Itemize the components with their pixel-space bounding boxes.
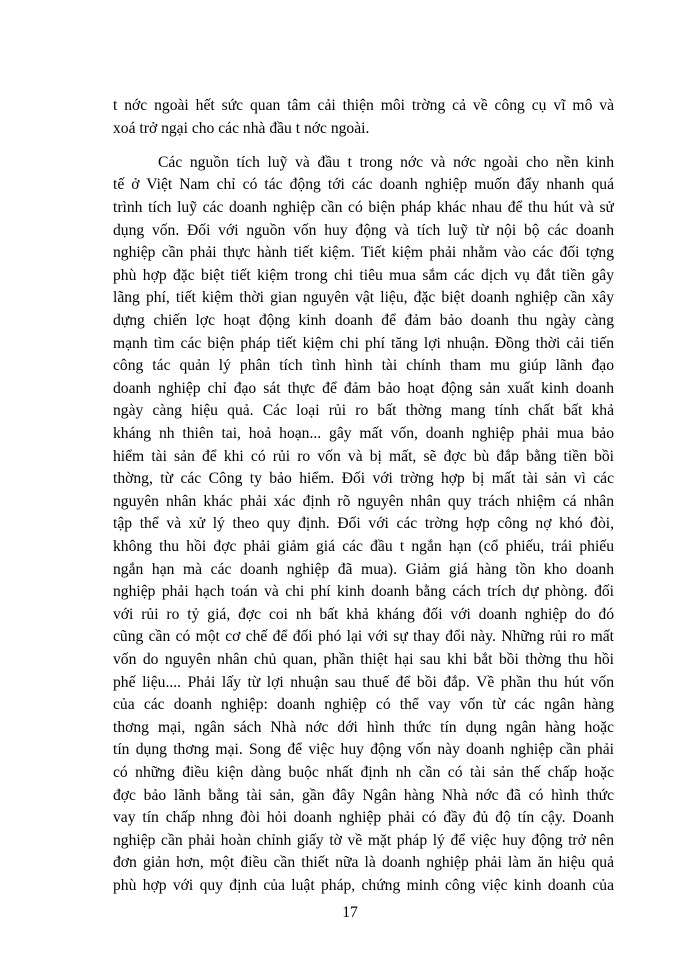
text-line: nghiệp cần phải thực hành tiết kiệm. Tiết kiệm phải nhằm vào các đối tợng [113, 244, 614, 261]
text-line: t nớc ngoài hết sức quan tâm cải thiện môi trờng cả về công cụ vĩ mô và [113, 97, 614, 114]
text-line: trình tích luỹ các doanh nghiệp cần có biện pháp khác nhau để thu hút và sử [113, 199, 614, 216]
text-line: doanh nghiệp chỉ đạo sát thực để đảm bảo hoạt động sản xuất kinh doanh [113, 380, 614, 397]
text-line: không thu hồi đợc phải giảm giá các đầu t ngắn hạn (cổ phiếu, trái phiếu [113, 538, 614, 555]
text-line: Các nguồn tích luỹ và đầu t trong nớc và nớc ngoài cho nền kinh [158, 154, 614, 171]
text-line: phù hợp đặc biệt tiết kiệm trong chi tiêu mua sắm các dịch vụ đắt tiền gây [113, 267, 614, 284]
text-line: tập thể và xử lý theo quy định. Đối với các trờng hợp công nợ khó đòi, [113, 515, 614, 532]
text-line: công tác quản lý phân tích tình hình tài chính tham mu giúp lãnh đạo [113, 357, 614, 374]
text-line: nghiệp phải hạch toán và chi phí kinh doanh bằng cách trích dự phòng. đối [113, 583, 614, 600]
text-line: dựng chiến lợc hoạt động kinh doanh để đảm bảo doanh thu ngày càng [113, 312, 614, 329]
text-line: tín dụng thơng mại. Song để việc huy động vốn này doanh nghiệp cần phải [113, 741, 614, 758]
text-line: đơn giản hơn, một điều cần thiết nữa là doanh nghiệp phải làm ăn hiệu quả [113, 854, 614, 871]
text-line: phù hợp với quy định của luật pháp, chứng minh công việc kinh doanh của [113, 877, 614, 894]
text-line: dụng vốn. Đối với nguồn vốn huy động và tích luỹ từ nội bộ các doanh [113, 222, 614, 239]
text-line: vay tín chấp nhng đòi hỏi doanh nghiệp phải có đầy đủ độ tín cậy. Doanh [113, 809, 614, 826]
text-line: ngắn hạn mà các doanh nghiệp đã mua). Giảm giá hàng tồn kho doanh [113, 561, 614, 578]
text-line: lãng phí, tiết kiệm thời gian nguyên vật liệu, đặc biệt doanh nghiệp cần xây [113, 289, 614, 306]
text-line: phế liệu.... Phải lấy từ lợi nhuận sau thuế để bồi đắp. Về phần thu hút vốn [113, 674, 614, 691]
text-line: ngày càng hiệu quả. Các loại rủi ro bất thờng mang tính chất bất khả [113, 402, 614, 419]
text-line: nguyên nhân khác phải xác định rõ nguyên nhân quy trách nhiệm cá nhân [113, 493, 614, 510]
page-number: 17 [342, 904, 358, 921]
text-line: xoá trở ngại cho các nhà đầu t nớc ngoài. [113, 120, 370, 137]
text-line: hiểm tài sản để khi có rủi ro vốn và bị mất, sẽ đợc bù đắp bằng tiền bồi [113, 448, 614, 465]
text-line: có những điều kiện dàng buộc nhất định nh cần có tài sản thế chấp hoặc [113, 764, 614, 781]
text-line: của các doanh nghiệp: doanh nghiệp có thể vay vốn từ các ngân hàng [113, 696, 614, 713]
text-line: với rủi ro tỷ giá, đợc coi nh bất khả kháng đối với doanh nghiệp do đó [113, 606, 614, 623]
text-line: cũng cần có một cơ chế để đối phó lại với sự thay đổi này. Những rủi ro mất [113, 628, 614, 645]
text-line: thờng, từ các Công ty bảo hiểm. Đối với trờng hợp bị mất tài sản vì các [113, 470, 614, 487]
text-line: tế ở Việt Nam chỉ có tác động tới các doanh nghiệp muốn đẩy nhanh quá [113, 176, 614, 193]
text-line: nghiệp cần phải hoàn chỉnh giấy tờ về mặt pháp lý để việc huy động trở nên [113, 832, 614, 849]
text-line: thơng mại, ngân sách Nhà nớc dới hình thức tín dụng ngân hàng hoặc [113, 719, 614, 736]
text-line: mạnh tìm các biện pháp tiết kiệm chi phí tăng lợi nhuận. Đồng thời cải tiến [113, 335, 614, 352]
text-line: đợc bảo lãnh bằng tài sản, gần đây Ngân hàng Nhà nớc đã có hình thức [113, 787, 614, 804]
text-line: vốn do nguyên nhân chủ quan, phần thiệt hại sau khi bắt bồi thờng thu hồi [113, 651, 614, 668]
text-line: kháng nh thiên tai, hoả hoạn... gây mất vốn, doanh nghiệp phải mua bảo [113, 425, 614, 442]
